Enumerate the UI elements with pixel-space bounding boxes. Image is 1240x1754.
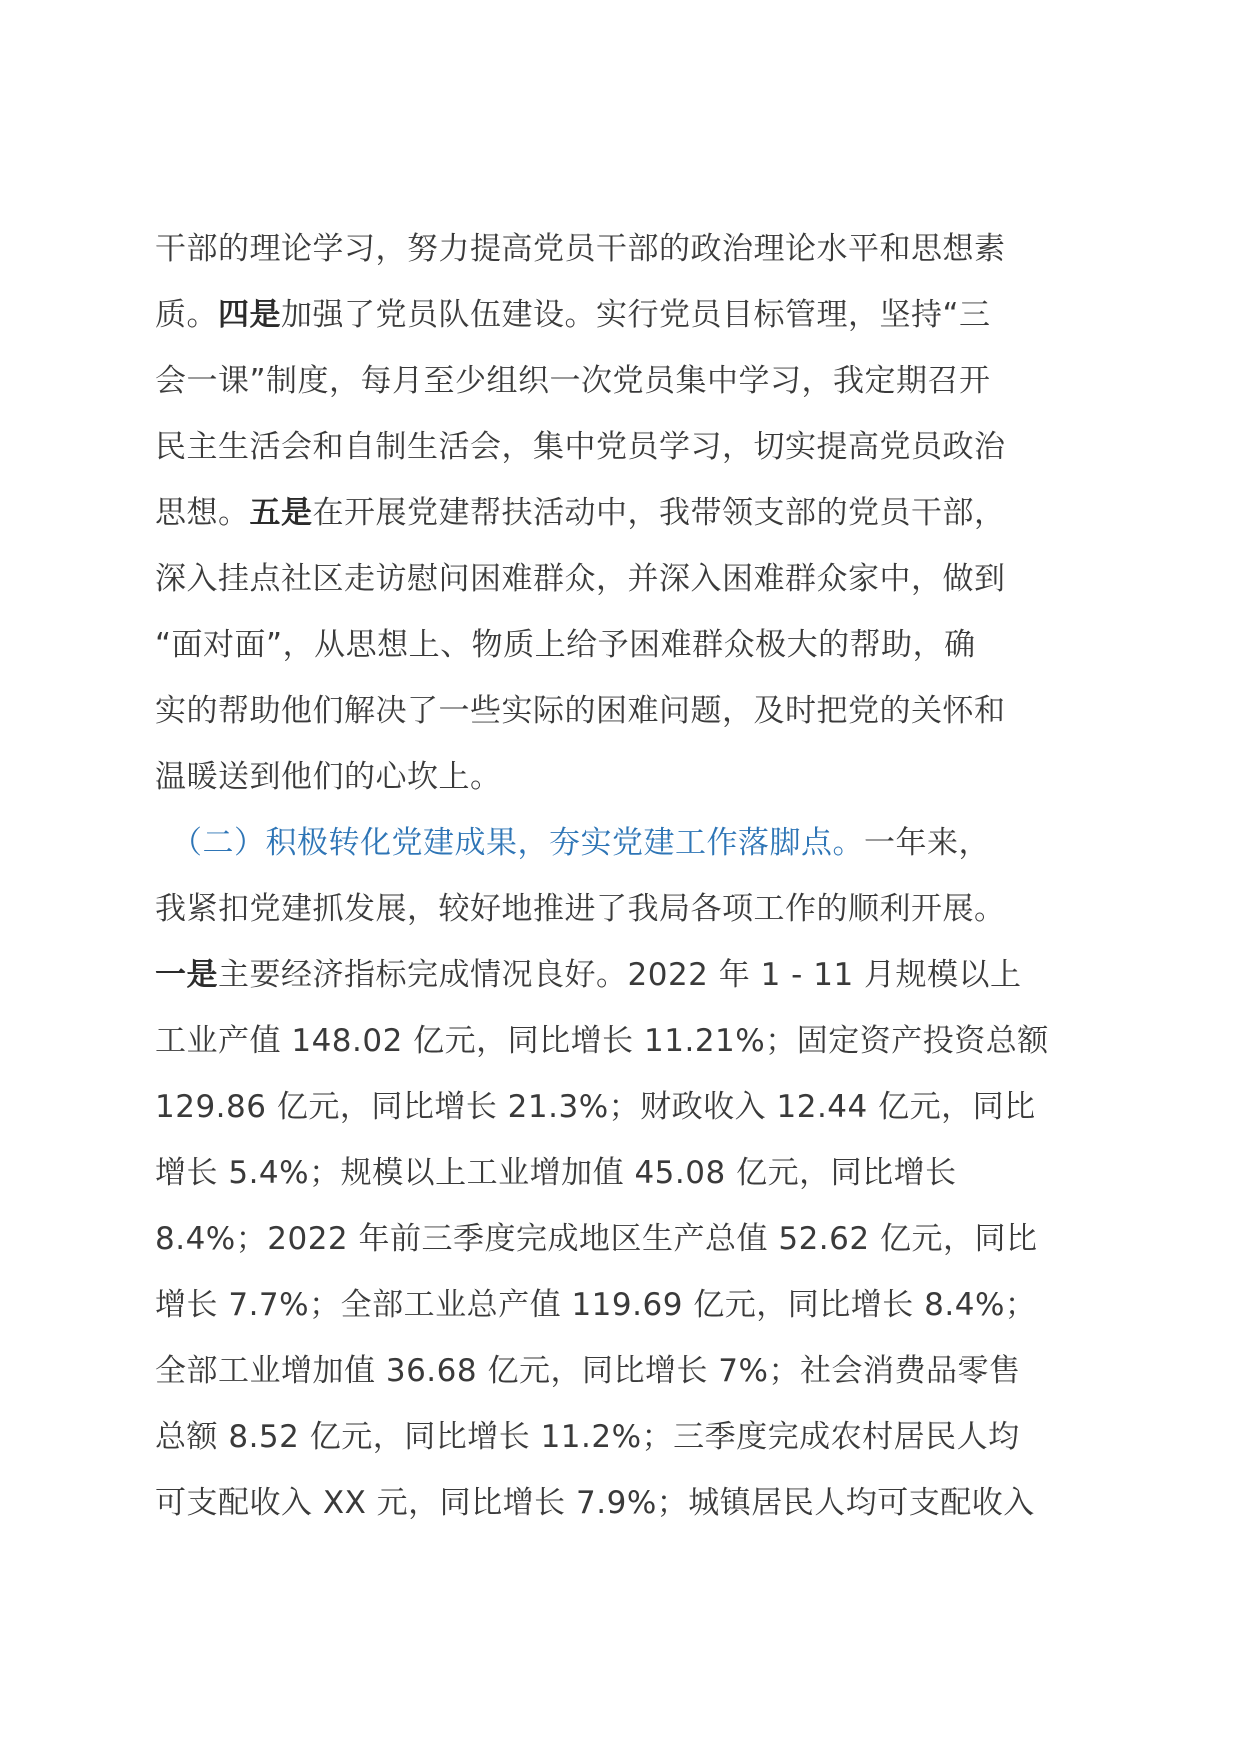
- section-heading: （二）积极转化党建成果，夯实党建工作落脚点。: [155, 825, 864, 861]
- text-line: [155, 1338, 1095, 1404]
- text-segment: 干部的理论学习，努力提高党员干部的政治理论水平和思想素: [155, 231, 1006, 267]
- text-line: [155, 546, 1095, 612]
- text-line: [155, 1008, 1095, 1074]
- text-segment: 可支配收入 XX 元，同比增长 7.9%；城镇居民人均可支配收入: [155, 1485, 1035, 1521]
- text-segment: 增长 5.4%；规模以上工业增加值 45.08 亿元，同比增长: [155, 1155, 957, 1191]
- text-line: [155, 942, 1095, 1008]
- text-segment: 8.4%；2022 年前三季度完成地区生产总值 52.62 亿元，同比: [155, 1221, 1038, 1257]
- document-body: [155, 216, 1095, 1536]
- bold-label: 四是: [218, 297, 281, 333]
- text-line: [155, 216, 1095, 282]
- text-line: [155, 1140, 1095, 1206]
- text-line: [155, 810, 1095, 876]
- text-line: [155, 1272, 1095, 1338]
- text-segment: 质。: [155, 297, 218, 333]
- text-line: [155, 1404, 1095, 1470]
- text-line: [155, 678, 1095, 744]
- text-segment: “面对面”，从思想上、物质上给予困难群众极大的帮助，确: [155, 627, 976, 663]
- text-line: [155, 480, 1095, 546]
- text-segment: 全部工业增加值 36.68 亿元，同比增长 7%；社会消费品零售: [155, 1353, 1021, 1389]
- text-segment: 一年来，: [864, 825, 990, 861]
- text-segment: 会一课”制度，每月至少组织一次党员集中学习，我定期召开: [155, 363, 991, 399]
- text-segment: 深入挂点社区走访慰问困难群众，并深入困难群众家中，做到: [155, 561, 1006, 597]
- bold-label: 一是: [155, 957, 218, 993]
- text-line: [155, 282, 1095, 348]
- text-segment: 主要经济指标完成情况良好。2022 年 1 - 11 月规模以上: [218, 957, 1022, 993]
- text-segment: 总额 8.52 亿元，同比增长 11.2%；三季度完成农村居民人均: [155, 1419, 1020, 1455]
- text-line: [155, 876, 1095, 942]
- text-line: [155, 1206, 1095, 1272]
- text-segment: 温暖送到他们的心坎上。: [155, 759, 502, 795]
- text-segment: 思想。: [155, 495, 250, 531]
- text-line: [155, 1470, 1095, 1536]
- text-line: [155, 348, 1095, 414]
- text-line: [155, 744, 1095, 810]
- text-segment: 工业产值 148.02 亿元，同比增长 11.21%；固定资产投资总额: [155, 1023, 1049, 1059]
- text-segment: 民主生活会和自制生活会，集中党员学习，切实提高党员政治: [155, 429, 1006, 465]
- text-segment: 129.86 亿元，同比增长 21.3%；财政收入 12.44 亿元，同比: [155, 1089, 1036, 1125]
- text-segment: 在开展党建帮扶活动中，我带领支部的党员干部，: [312, 495, 1006, 531]
- text-line: [155, 612, 1095, 678]
- text-segment: 增长 7.7%；全部工业总产值 119.69 亿元，同比增长 8.4%；: [155, 1287, 1037, 1323]
- text-line: [155, 1074, 1095, 1140]
- text-segment: 我紧扣党建抓发展，较好地推进了我局各项工作的顺利开展。: [155, 891, 1006, 927]
- text-segment: 实的帮助他们解决了一些实际的困难问题，及时把党的关怀和: [155, 693, 1006, 729]
- bold-label: 五是: [249, 495, 313, 531]
- text-line: [155, 414, 1095, 480]
- text-segment: 加强了党员队伍建设。实行党员目标管理，坚持“三: [281, 297, 991, 333]
